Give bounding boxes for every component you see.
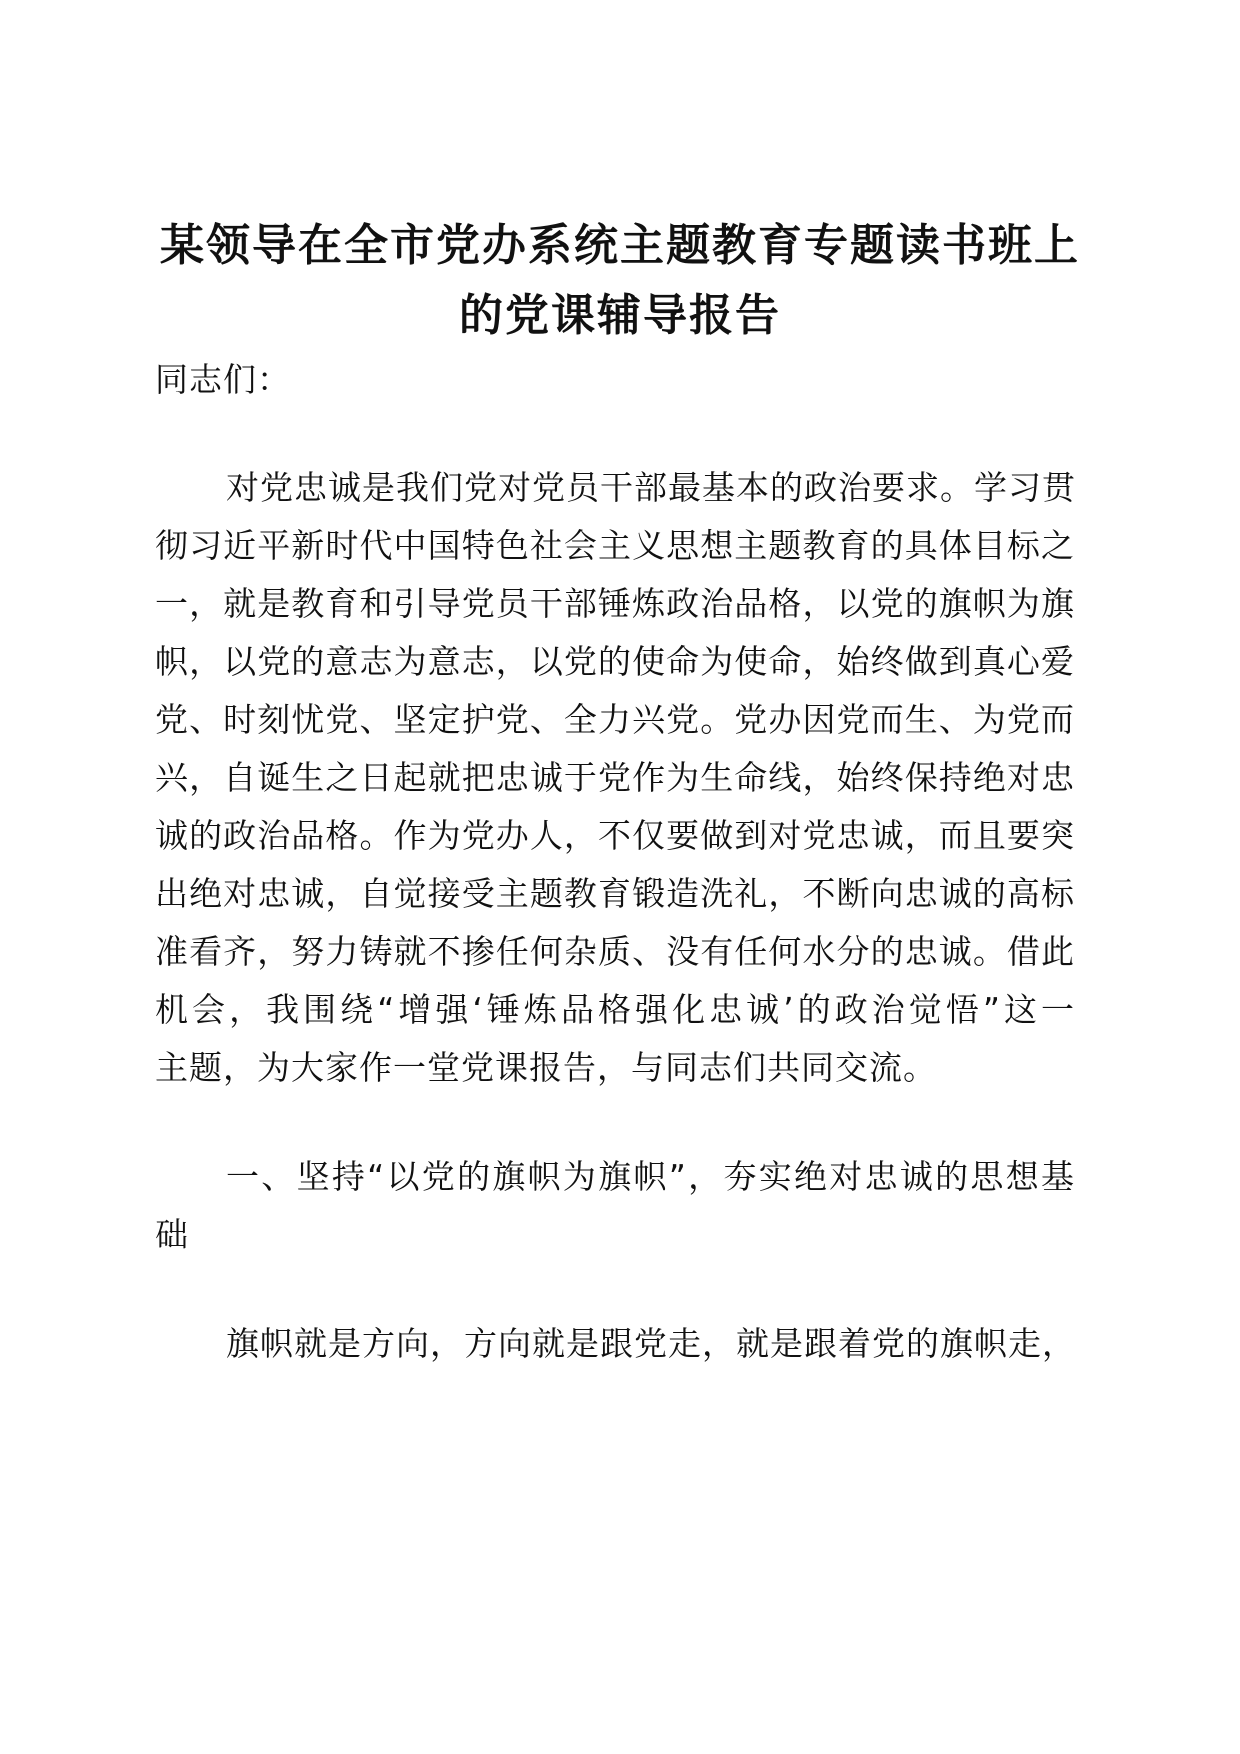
paragraph-1-line: 准看齐，努力铸就不掺任何杂质、没有任何水分的忠诚。借此 bbox=[155, 932, 1075, 971]
paragraph-1-line: 一，就是教育和引导党员干部锤炼政治品格，以党的旗帜为旗 bbox=[155, 584, 1075, 623]
paragraph-1-line: 帜，以党的意志为意志，以党的使命为使命，始终做到真心爱 bbox=[155, 642, 1075, 681]
paragraph-1-line: 对党忠诚是我们党对党员干部最基本的政治要求。学习贯 bbox=[226, 468, 1076, 507]
paragraph-1-line: 主题，为大家作一堂党课报告，与同志们共同交流。 bbox=[155, 1048, 937, 1087]
paragraph-1-line: 出绝对忠诚，自觉接受主题教育锻造洗礼，不断向忠诚的高标 bbox=[155, 874, 1075, 913]
paragraph-1-line: 诚的政治品格。作为党办人，不仅要做到对党忠诚，而且要突 bbox=[155, 816, 1075, 855]
salutation: 同志们： bbox=[155, 360, 291, 399]
document-title-line-1: 某领导在全市党办系统主题教育专题读书班上 bbox=[160, 220, 1080, 271]
paragraph-1-line: 兴，自诞生之日起就把忠诚于党作为生命线，始终保持绝对忠 bbox=[155, 758, 1075, 797]
section-heading-1-line: 一、坚持“以党的旗帜为旗帜”，夯实绝对忠诚的思想基 bbox=[226, 1157, 1075, 1196]
section-heading-1-line: 础 bbox=[155, 1215, 189, 1254]
paragraph-1-line: 机会，我围绕“增强‘锤炼品格强化忠诚’的政治觉悟”这一 bbox=[155, 990, 1075, 1029]
paragraph-1-line: 彻习近平新时代中国特色社会主义思想主题教育的具体目标之 bbox=[155, 526, 1075, 565]
paragraph-2-line: 旗帜就是方向，方向就是跟党走，就是跟着党的旗帜走， bbox=[226, 1324, 1076, 1363]
paragraph-1-line: 党、时刻忧党、坚定护党、全力兴党。党办因党而生、为党而 bbox=[155, 700, 1075, 739]
document-title-line-2: 的党课辅导报告 bbox=[459, 290, 781, 341]
